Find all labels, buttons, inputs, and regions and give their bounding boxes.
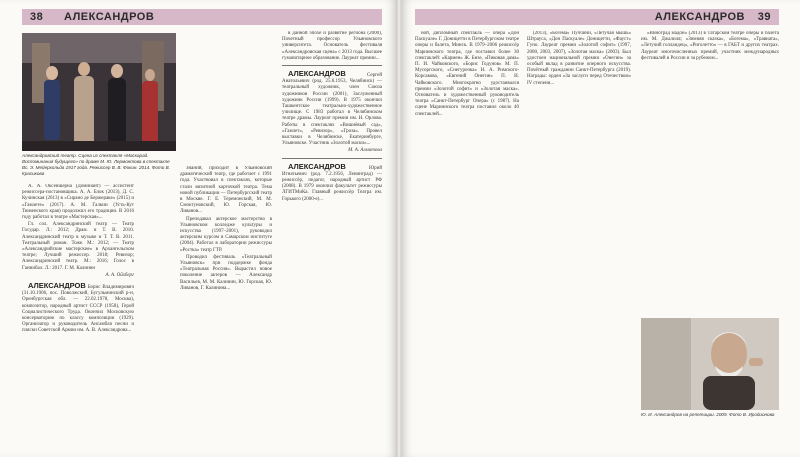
paragraph: Знаний, приходит в Ульяновский драматический театр, где работает с 1991 года. Участвовал в спектаклях, которые стали визитной карточкой театра. Тема новой публикации — Петербургский театр в Москве. Г. Е. Теремонский, М. М. Смоктуновский, Ю. Горская, Ю. Ливанов... bbox=[180, 166, 272, 215]
stage-photo-art bbox=[22, 33, 176, 151]
entry-heading: АЛЕКСАНДРОВ bbox=[28, 281, 86, 291]
entry-heading: АЛЕКСАНДРОВ bbox=[288, 161, 346, 171]
stage-photo-caption: Александровский театр. Сцена из спектакля «Маскарад. Воспоминания будущего» по драме М. Ю. Лермонтова в спектакле Вс. Э. Мейерхольда 1917 года. Режиссер В. В. Фокин. 2014. Фото В. Красикова bbox=[22, 153, 170, 176]
divider bbox=[282, 65, 382, 66]
running-head-right: АЛЕКСАНДРОВ bbox=[654, 11, 745, 23]
right-running-header bbox=[415, 9, 779, 25]
left-col-1 bbox=[22, 184, 134, 452]
page-number-left: 38 bbox=[30, 11, 44, 23]
author-signature: М. А. Алматова bbox=[348, 148, 382, 154]
paragraph: Преподавал актерское мастерство в Ульяновском колледже культуры и искусства (1997–2001), руководил актерским курсом в Самарском институте (2004). Работал в лаборатории режиссуры «Ростка» театр ГТР. bbox=[180, 216, 272, 253]
paragraph: «Виноград мадон» (2013) в Татарском театре оперы и балета им. М. Джалиля; «Зимняя сказка», «Богема», «Травиата», «Летучий голландец», «Риголетто» — в ГАБТ и других театрах. Лауреат многочисленных премий, участник международных фестивалей в России и за рубежом... bbox=[641, 31, 779, 61]
portrait-photo bbox=[641, 318, 779, 410]
entry-body: Юрий Игнатьевич (род. 7.2.1956, Ленинград) — режиссёр, педагог, народный артист РФ (2008). В 1979 окончил факультет режиссуры ЛГИТМиКа. Главный режиссёр Театра им. Горького (2000-е)... bbox=[282, 165, 382, 202]
author-signature: А. А. Ойхберг bbox=[105, 272, 134, 278]
page-number-right: 39 bbox=[757, 11, 771, 23]
paragraph bbox=[282, 162, 382, 203]
entry-body: Борис Владимирович (31.10.1906, пос. Поволжский, Бугульминский р-н, Оренбургская обл. — 22.02.1978, Москва), композитор, народный артист СССР (1958), Герой Социалистического Труда. Окончил Московскую консерваторию по классу композиции (1929). Организатор и руководитель Ансамбля песни и пляски Советской Армии им. А. В. Александрова... bbox=[22, 285, 134, 334]
entry-heading: АЛЕКСАНДРОВ bbox=[288, 69, 346, 79]
right-col-2 bbox=[527, 31, 631, 452]
paragraph: Гл. сол. Александринский театр — Театр Государ. Л.: 2012; Драм. и Т. В. 2010. Александринский театр в музыке и Т. Т. В. 2011. Театральный роман. Тоже. М.: 2012; — Театр «Александрийские мастерские» в Архангельском театре; Лучший режиссер. 2018; Ревизор; Александринский театр. М.: 2016; Голос в Ганнибал. Л.: 2017. Г. М. Калинин bbox=[22, 222, 134, 271]
paragraph: ной, дипломный спектакль — опера «Дон Паскуале» Г. Доницетти в Петербургском театре оперы и балета, Минск. В 1979–2006 режиссёр Мариинского театра, где поставил более 30 спектаклей: «Кармен» Ж. Бизе, «Пиковая дама» П. И. Чайковского, «Борис Годунов» М. П. Мусоргского, «Снегурочка» Н. А. Римского-Корсакова, «Евгений Онегин» П. И. Чайковского. Многократно удостаивался премии «Золотой софит» и «Золотая маска». Основатель и художественный руководитель театра «Санкт-Петербург Опера» (с 1987). На сцене Мариинского театра поставил около 40 спектаклей... bbox=[415, 31, 519, 117]
left-col-3 bbox=[282, 31, 382, 452]
paragraph bbox=[282, 69, 382, 147]
paragraph: в данной эпохе и развитие региона (2000), Почетный профессор Ульяновского университета. Основатель фестиваля «Александровская сцена» с 2013 года. Высшее гуманитарное образование. Лауреат премии... bbox=[282, 31, 382, 61]
left-running-header bbox=[22, 9, 382, 25]
right-page bbox=[401, 0, 800, 457]
running-head-left: АЛЕКСАНДРОВ bbox=[64, 11, 155, 23]
divider bbox=[282, 158, 382, 159]
entry-body: Сергей Анатольевич (род. 25.6.1953, Челябинск) — театральный художник, член Союза художников России (2001), Заслуженный художник России (1999). В 1975 окончил Ташкентское театрально-художественное училище. С 1983 работал в Челябинском театре драмы. Лауреат премии им. Н. Орлова. Работы в спектаклях «Вишнёвый сад», «Гамлет», «Ревизор», «Гроза». Провел выставки в Челябинске, Екатеринбурге, Ульяновске. Участник «Золотой маски»... bbox=[282, 73, 382, 147]
left-col-2 bbox=[180, 166, 272, 452]
paragraph: Проводил фестиваль «Театральный Ульяновск» при поддержке фонда «Театральная Россия». Вырастил новое поколение актеров — Александр Васильев, М. М. Калинин, Ю. Горская, Ю. Ливанов, Г. Калинина... bbox=[180, 254, 272, 291]
portrait-photo-caption: Ю. И. Александров на репетиции. 2009. Фото В. Иродионова bbox=[641, 412, 775, 417]
paragraph: (2013), «Богема» Пуччини, «Летучая мышь» Штрауса, «Дон Паскуале» Доницетти, «Фауст» Гуно. Лауреат премии «Золотой софит» (1997, 2000, 2003, 2007), «Золотая маска» (2003). Был удостоен национальной премии «Онегин» за особый вклад в развитие оперного искусства. Почётный гражданин Санкт-Петербурга (2019). Награды: орден «За заслуги перед Отечеством» IV степени... bbox=[527, 31, 631, 86]
paragraph: А. А. Оксеншерна (Доминант) — ассистент режиссера-постановщика. А. А. Блок (2013), Д. С. Кучинская (2013) в «Сирано де Бержераке» (2015) и «Гамлете» (2017). А. М. Галкин (Усть-Кут Тюменского края) продолжил его традиции. В 2016 году работал в театре «Мастерская»... bbox=[22, 184, 134, 221]
right-col-1 bbox=[415, 31, 519, 452]
left-page bbox=[0, 0, 397, 457]
right-col-3 bbox=[641, 31, 779, 311]
portrait-photo-art bbox=[641, 318, 779, 410]
paragraph bbox=[22, 281, 134, 335]
stage-photo bbox=[22, 33, 176, 151]
